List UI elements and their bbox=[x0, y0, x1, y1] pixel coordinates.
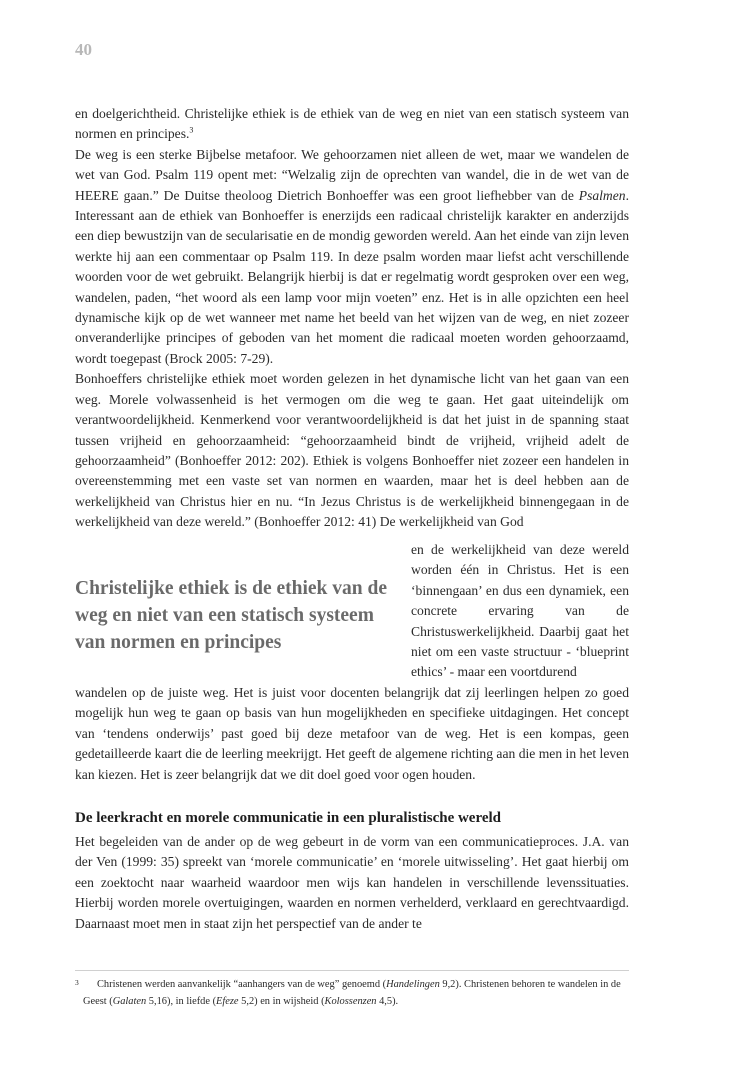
paragraph-text: en doelgerichtheid. Christelijke ethiek is de ethiek van de weg en niet van een statisch systeem van normen en principes. bbox=[75, 106, 629, 142]
paragraph-text: Het begeleiden van de ander op de weg gebeurt in de vorm van een communicatieproces. J.A. van der Ven (1999: 35) spreekt van ‘morele communicatie’ en ‘morele uitwisseling’. Het gaat hierbij om een zoektocht naar waarheid waardoor men wijs kan handelen in verschillende levenssituaties. Hierbij worden morele overtuigingen, waarden en normen verhelderd, verklaard en gerechtvaardigd. Daarnaast moet men in staat zijn het perspectief van de ander te bbox=[75, 834, 629, 931]
section-heading: De leerkracht en morele communicatie in een pluralistische wereld bbox=[75, 810, 502, 826]
page-number: 40 bbox=[75, 40, 92, 59]
footnote-text bbox=[83, 976, 629, 1010]
footnote-italic: Galaten bbox=[112, 996, 147, 1007]
footnote-divider bbox=[75, 970, 629, 971]
paragraph-text: Bonhoeffers christelijke ethiek moet worden gelezen in het dynamische licht van het gaan van een weg. Morele volwassenheid is het vermogen om die weg te gaan. Het gaat uiteindelijk om verantwoordelijkheid. Kenmerkend voor verantwoordelijkheid is dat het juist in de spanning staat tussen vrijheid en gehoorzaamheid: “gehoorzaamheid bindt de vrijheid, vrijheid adelt de gehoorzaamheid” (Bonhoeffer 2012: 202). Ethiek is volgens Bonhoeffer niet zozeer een handelen in overeenstemming met een vaste set van normen en waarden, maar het is deel hebben aan de werkelijkheid van Christus hier en nu. “In Jezus Christus is de werkelijkheid binnengegaan in de werkelijkheid van deze wereld.” (Bonhoeffer 2012: 41) De werkelijkheid van God bbox=[75, 371, 629, 530]
footnote-text-part: 5,16), in liefde ( bbox=[146, 996, 217, 1007]
paragraph bbox=[75, 145, 629, 369]
paragraph bbox=[75, 104, 629, 145]
footnote bbox=[75, 976, 629, 1010]
narrow-column-text bbox=[411, 540, 629, 683]
body-text-block-3 bbox=[75, 832, 629, 934]
body-text-block-1 bbox=[75, 104, 629, 533]
footnote-italic: Kolossenzen bbox=[324, 996, 377, 1007]
footnote-text-part: 9,2). Christenen behoren te wandelen in de Geest ( bbox=[83, 979, 621, 1007]
body-text-block-2 bbox=[75, 683, 629, 785]
footnote-marker: 3 bbox=[75, 978, 79, 987]
footnote-text-part: 4,5). bbox=[376, 996, 399, 1007]
paragraph-text: . Interessant aan de ethiek van Bonhoeffer is enerzijds een radicaal christelijk karakter en anderzijds een diep bewustzijn van de secularisatie en de mondig geworden wereld. Aan het einde van zijn leven werkte hij aan een commentaar op Psalm 119. In deze psalm worden maar liefst acht verschillende woorden voor de wet gebruikt. Belangrijk hierbij is dat er regelmatig wordt gesproken over een weg, wandelen, paden, “het woord als een lamp voor mijn voeten” enz. Het is in alle opzichten een heel dynamische kijk op de wet wanneer met name het beeld van het wijzen van de weg, en niet zozeer onveranderlijke principes of geboden van het moment die radicaal moeten worden gehoorzaamd, wordt toegepast (Brock 2005: 7-29). bbox=[75, 187, 629, 366]
footnote-italic: Efeze bbox=[216, 996, 239, 1007]
paragraph-text: wandelen op de juiste weg. Het is juist voor docenten belangrijk dat zij leerlingen helpen zo goed mogelijk hun weg te gaan op basis van hun mogelijkheden en specifieke uitdagingen. Het concept van ‘tendens onderwijs’ past goed bij deze metafoor van de weg. Het is een kompas, geen gedetailleerde kaart die de leerling meekrijgt. Het geeft de algemene richting aan die men in het leven kan kiezen. Het is zeer belangrijk dat we dit doel goed voor ogen houden. bbox=[75, 685, 629, 782]
paragraph-text: en de werkelijkheid van deze wereld worden één in Christus. Het is een ‘binnengaan’ en dus een dynamiek, een concrete ervaring van de Christuswerkelijkheid. Daarbij gaat het niet om een vaste structuur - ‘blueprint ethics’ - maar een voortdurend bbox=[411, 542, 629, 680]
footnote-reference[interactable]: 3 bbox=[189, 125, 194, 135]
pull-quote: Christelijke ethiek is de ethiek van de weg en niet van een statisch systeem van normen en principes bbox=[75, 578, 387, 653]
paragraph bbox=[75, 369, 629, 532]
paragraph-text: De weg is een sterke Bijbelse metafoor. We gehoorzamen niet alleen de wet, maar we wandelen de wet van God. Psalm 119 opent met: “Welzalig zijn de oprechten van wandel, die in de wet van de HEERE gaan.” De Duitse theoloog Dietrich Bonhoeffer was een groot liefhebber van de bbox=[75, 146, 629, 203]
italic-title: Psalmen bbox=[578, 187, 626, 203]
footnote-text-part: 5,2) en in wijsheid ( bbox=[238, 996, 325, 1007]
footnote-text-part: Christenen werden aanvankelijk “aanhangers van de weg” genoemd ( bbox=[97, 979, 387, 990]
footnote-italic: Handelingen bbox=[386, 979, 440, 990]
